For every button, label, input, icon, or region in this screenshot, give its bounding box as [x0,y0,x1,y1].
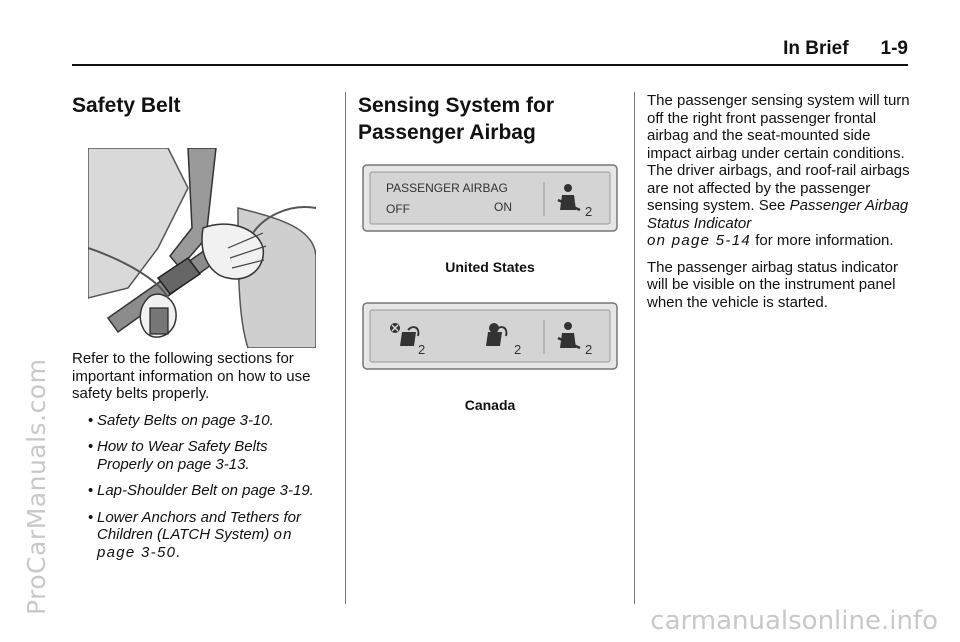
reference-item[interactable]: • How to Wear Safety Belts Properly on page 3-13. [88,438,268,473]
us-panel-off-label: OFF [386,202,410,216]
bullet-icon: • [88,508,94,526]
canada-caption: Canada [464,397,516,413]
us-panel-icon-number: 2 [585,204,593,219]
safety-belt-illustration [88,148,316,348]
sensing-description: The passenger sensing system will turn off the right front passenger frontal airbag and the seat-mounted side impact airbag under certain conditions. The driver airbags, and roof-rail airbags are not affected by the passenger sensing system. See Passenger Airbag Status Indicator on page 5-14 for more information. [647,92,910,249]
header-section-title: In Brief [783,38,849,59]
header-page-number: 1-9 [880,38,908,59]
us-panel-top-label: PASSENGER AIRBAG [386,181,508,195]
right-column [647,92,915,311]
canada-number: 2 [418,342,426,357]
us-panel-on-label: ON [494,200,512,214]
side-watermark: ProCarManuals.com [22,358,51,615]
safety-belt-intro: Refer to the following sections for important information on how to use safety belts properly. [72,350,311,402]
reference-item[interactable]: • Lap-Shoulder Belt on page 3-19. [88,482,314,499]
column-divider-left [345,92,346,604]
safety-belt-heading: Safety Belt [72,94,181,117]
us-indicator-panel [362,164,618,232]
bullet-icon: • [88,482,94,499]
status-indicator-reference[interactable]: Passenger Airbag Status Indicator on page 5-14 [647,197,909,249]
us-caption: United States [445,259,535,275]
left-column [72,90,334,119]
sensing-system-heading: Sensing System for Passenger Airbag [358,94,555,144]
reference-item[interactable]: • Safety Belts on page 3-10. [88,411,274,429]
indicator-visibility-note: The passenger airbag status indicator will be visible on the instrument panel when the vehicle is started. [647,258,898,311]
bullet-icon: • [88,438,94,455]
column-divider-right [634,92,635,604]
left-column-body [72,350,340,570]
reference-item[interactable]: • Lower Anchors and Tethers for Children (LATCH System) on page 3-50. [88,508,302,561]
safety-belt-references [72,412,340,562]
page-header [72,38,908,66]
bullet-icon: • [88,411,94,429]
canada-number: 2 [514,342,522,357]
canada-indicator-panel [362,302,618,370]
bottom-watermark: carmanualsonline.info [650,606,938,636]
middle-column [358,90,628,146]
canada-number: 2 [585,342,593,357]
